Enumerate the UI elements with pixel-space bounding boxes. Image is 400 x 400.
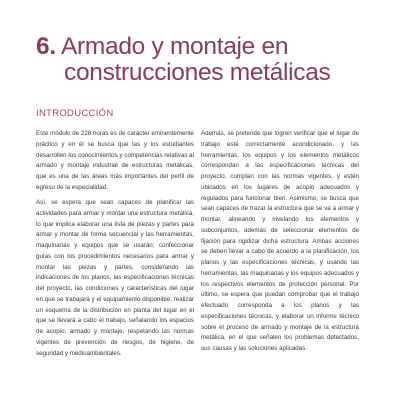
paragraph: Así, se espera que sean capaces de planificar las actividades para armar y montar una estructura metálica, lo que implica elaborar una lista de piezas y partes para armar y montar de forma secuencial y las herramientas, maquinarias y equipos que se usarán; confeccionar guías con los procedimientos necesarios para armar y montar las piezas y partes, considerando las indicaciones de los planos, las especificaciones técnicas del proyecto, las condiciones y características del lugar en que se trabajará y el equipamiento disponible; realizar un esquema de la distribución en planta del lugar en el que se llevará a cabo el trabajo, señalando los espacios de acopio, armado y montaje, respetando las normas vigentes de prevención de riesgos, de higiene, de seguridad y medioambientales.: [36, 199, 194, 357]
right-column: [201, 129, 359, 359]
chapter-title-line1: [36, 34, 376, 60]
chapter-title-text1: Armado y montaje en: [61, 33, 289, 60]
chapter-title: [36, 34, 376, 86]
paragraph: Este módulo de 228 horas es de carácter eminentemente práctico y en él se busca que las y los estudiantes desarrollen los conocimientos y competencias relativas al armado y montaje industrial de estructuras metálicas, que es una de las áreas más importantes del perfil de egreso de la especialidad.: [36, 130, 194, 191]
paragraph: Además, se pretende que logren verificar que el lugar de trabajo esté correctamente acondicionado, y las herramientas, los equipos y los elementos metálicos correspondan a las especificaciones técnicas del proyecto, cumplan con las normas vigentes, y estén ubicados en los lugares de acopio adecuados y regulados para funcionar bien. Asimismo, se busca que sean capaces de trazar la estructura que se va a armar y montar, alineando y nivelando los elementos y subconjuntos, además de seleccionar elementos de fijación para rigidizar dicha estructura. Ambas acciones se deben llevar a cabo de acuerdo a la planificación, los planos y las especificaciones técnicas, y usando las herramientas, las maquinarias y los equipos adecuados y los respectivos elementos de protección personal. Por último, se espera que puedan comprobar que el trabajo efectuado corresponda a los planos y las especificaciones técnicas, y elaborar un informe técnico sobre el proceso de armado y montaje de la estructura metálica, en el que señalen los problemas detectados, sus causas y las soluciones aplicadas.: [201, 130, 359, 352]
chapter-title-text2: construcciones metálicas: [64, 59, 331, 86]
chapter-number: 6.: [36, 33, 56, 60]
left-column: [36, 129, 194, 364]
section-heading: INTRODUCCIÓN: [36, 108, 114, 119]
